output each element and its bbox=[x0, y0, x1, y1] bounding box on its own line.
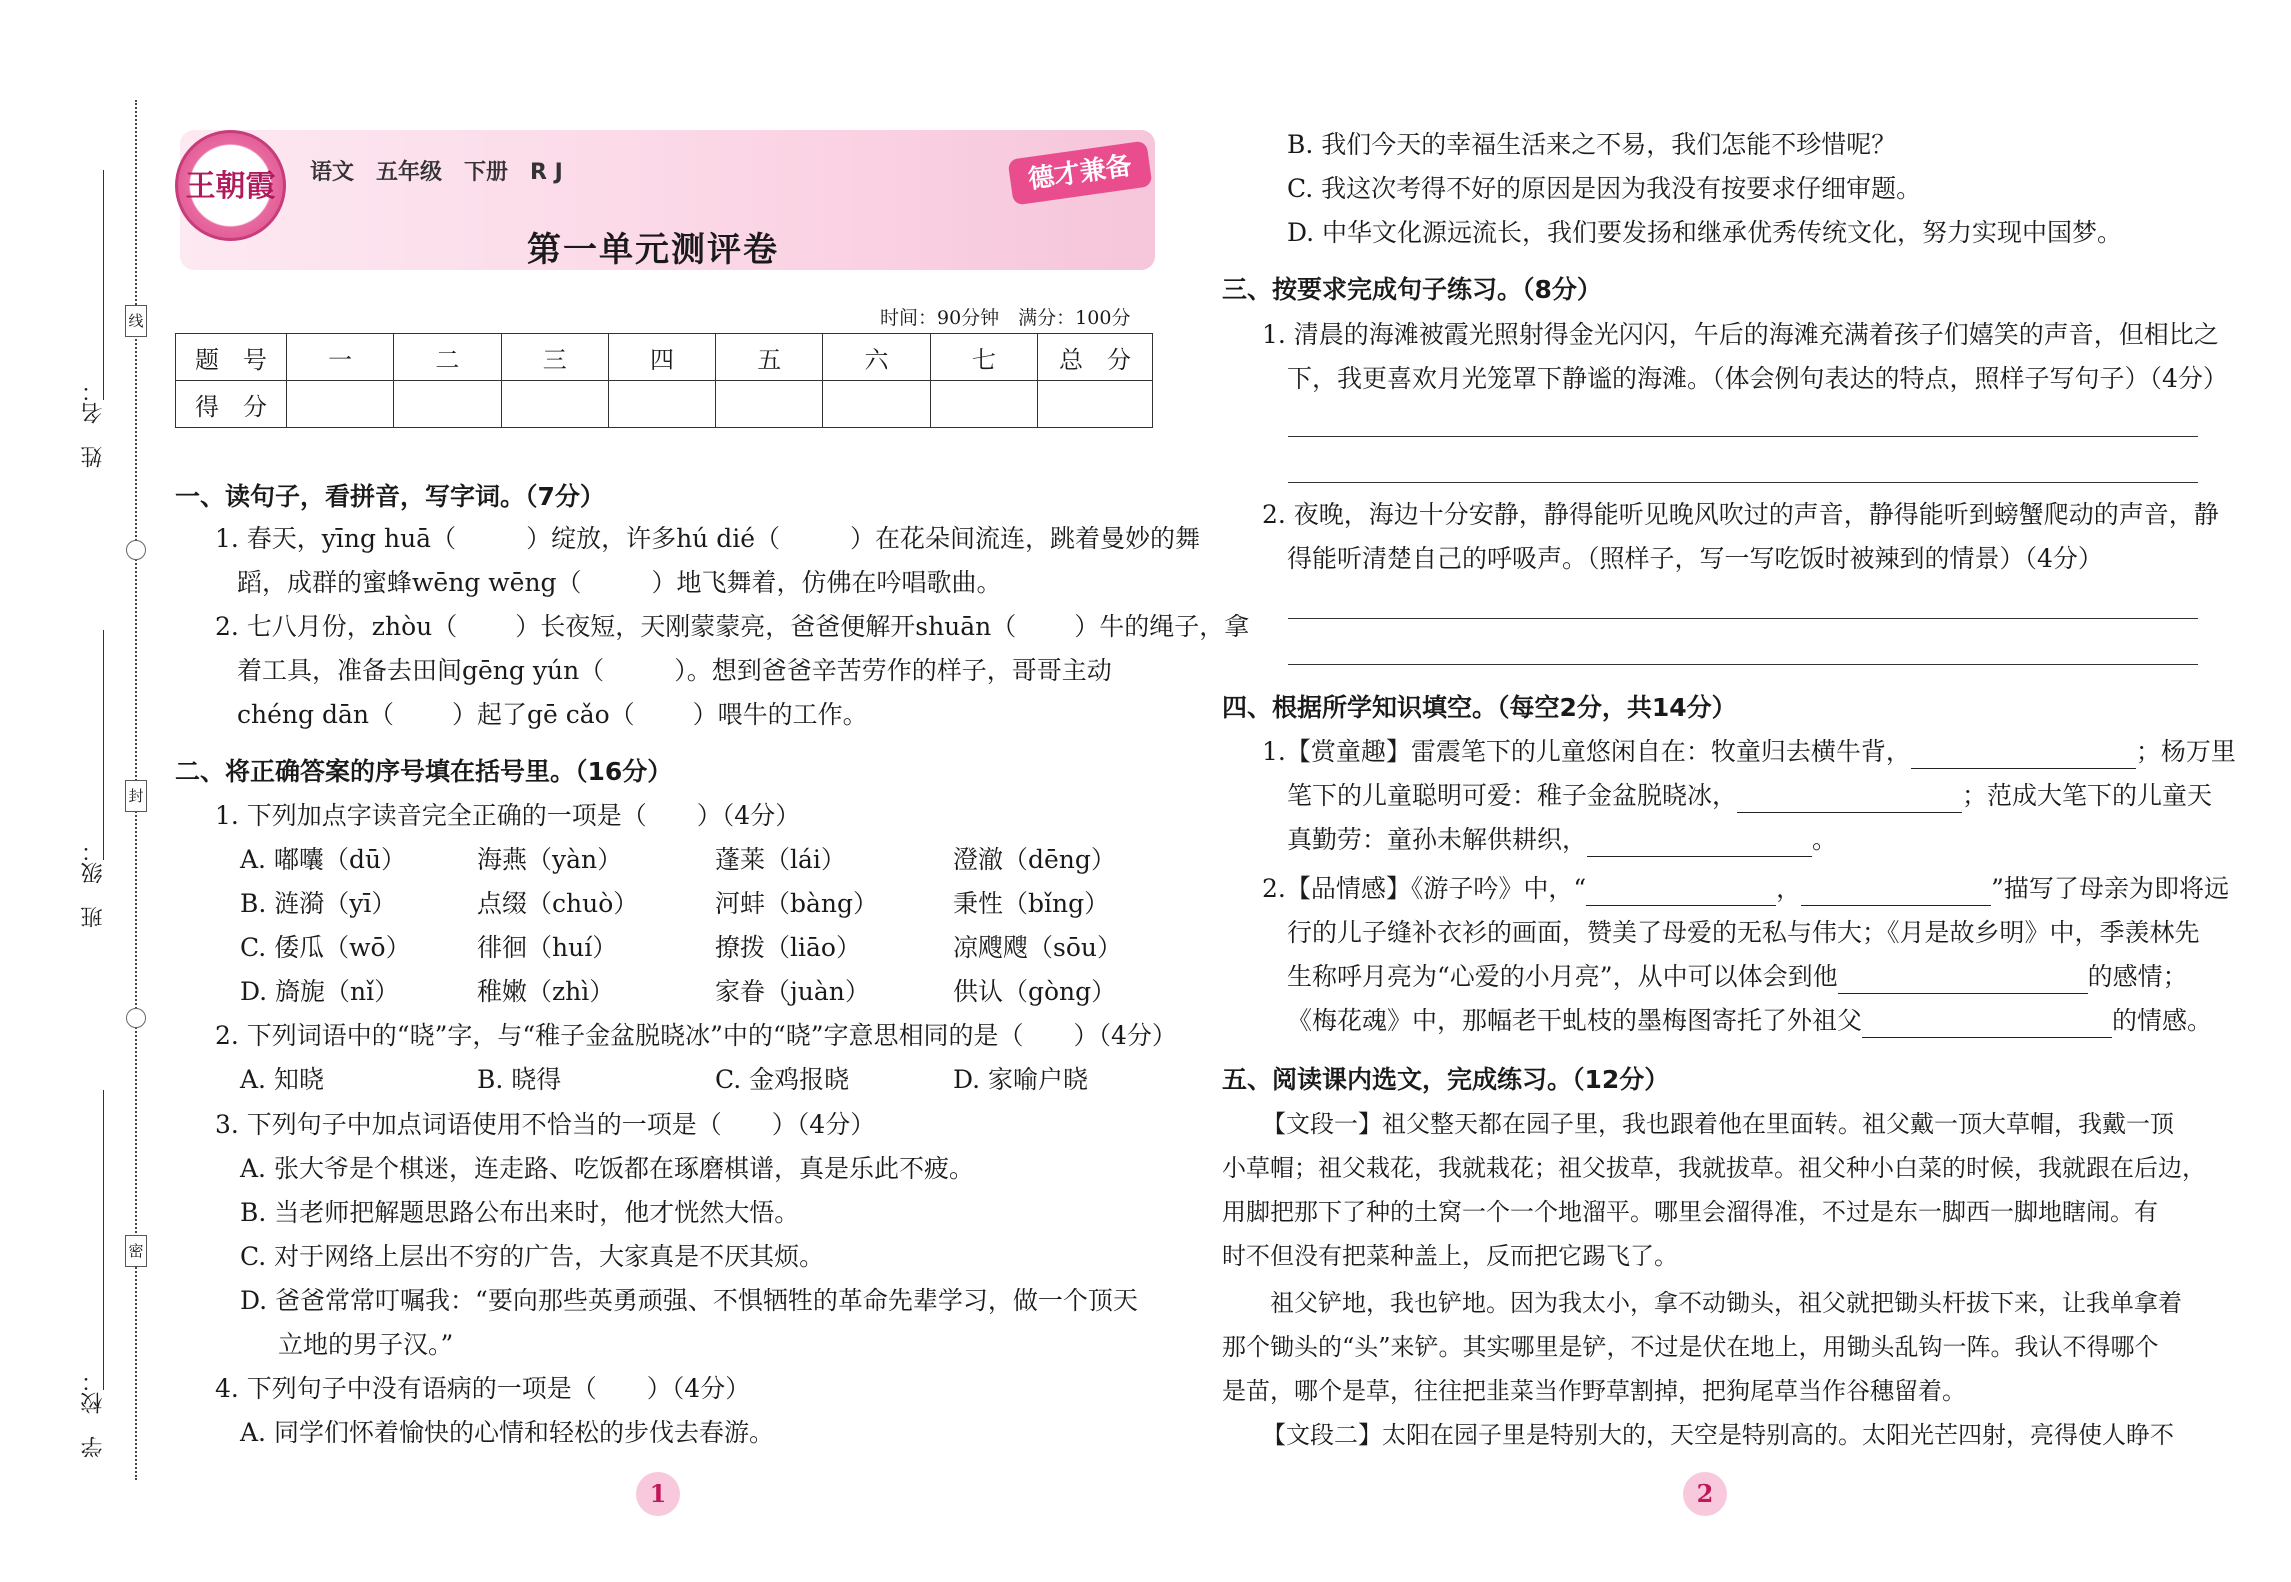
passage-1-line: 用脚把那下了种的土窝一个一个地溜平。哪里会溜得准，不过是东一脚西一脚地瞎闹。有 bbox=[1222, 1198, 2158, 1226]
s2-q2-opt-c[interactable]: C. 金鸡报晓 bbox=[715, 1065, 850, 1094]
s3-q2-line2: 得能听清楚自己的呼吸声。（照样子，写一写吃饭时被辣到的情景）（4分） bbox=[1287, 544, 2103, 573]
s2-q4-opt-b[interactable]: B. 我们今天的幸福生活来之不易，我们怎能不珍惜呢？ bbox=[1287, 130, 1897, 159]
header-meta: 语文 五年级 下册 R J bbox=[310, 160, 563, 185]
page-number-2: 2 bbox=[1683, 1472, 1727, 1516]
s1-q2-line2: 着工具，准备去田间gēng yún（ ）。想到爸爸辛苦劳作的样子，哥哥主动 bbox=[237, 656, 1112, 685]
table-cell: 七 bbox=[930, 334, 1037, 381]
section-5-title: 五、阅读课内选文，完成练习。（12分） bbox=[1222, 1065, 1670, 1094]
section-1-title: 一、读句子，看拼音，写字词。（7分） bbox=[175, 482, 605, 511]
s2-q2-opt-a[interactable]: A. 知晓 bbox=[240, 1065, 324, 1094]
brand-name: 王朝霞 bbox=[185, 169, 276, 204]
s3-q1-line2: 下，我更喜欢月光笼罩下静谧的海滩。（体会例句表达的特点，照样子写句子）（4分） bbox=[1287, 364, 2228, 393]
name-write-line bbox=[103, 170, 104, 400]
s4-q1-line2: 笔下的儿童聪明可爱：稚子金盆脱晓冰， ；范成大笔下的儿童天 bbox=[1287, 779, 2212, 813]
brand-logo bbox=[175, 130, 286, 241]
s1-q1-line2: 蹈，成群的蜜蜂wēng wēng（ ）地飞舞着，仿佛在吟唱歌曲。 bbox=[237, 568, 1002, 597]
s2-q1-opt-d[interactable]: D. 旖旎（nǐ） bbox=[240, 977, 400, 1006]
s2-q2-opt-b[interactable]: B. 晓得 bbox=[477, 1065, 562, 1094]
table-row bbox=[176, 334, 1153, 381]
table-row bbox=[176, 381, 1153, 428]
answer-line[interactable] bbox=[1288, 436, 2198, 437]
name-field-label: 姓 名： bbox=[81, 380, 106, 468]
answer-line[interactable] bbox=[1288, 664, 2198, 665]
answer-line[interactable] bbox=[1288, 618, 2198, 619]
s1-q2-line3: chéng dān（ ）起了gē cǎo（ ）喂牛的工作。 bbox=[237, 700, 868, 729]
s2-q1-opt-a[interactable]: A. 嘟囔（dū） bbox=[240, 845, 407, 874]
passage-1-line: 【文段一】祖父整天都在园子里，我也跟着他在里面转。祖父戴一顶大草帽，我戴一顶 bbox=[1262, 1110, 2174, 1138]
section-4-title: 四、根据所学知识填空。（每空2分，共14分） bbox=[1222, 693, 1737, 722]
school-field-label: 学 校： bbox=[81, 1370, 106, 1458]
score-input-cell[interactable] bbox=[608, 381, 715, 428]
s2-q1-opt-c: 徘徊（huí） bbox=[477, 933, 618, 962]
s2-q1-opt-a: 海燕（yàn） bbox=[477, 845, 623, 874]
s2-q1-opt-c[interactable]: C. 倭瓜（wō） bbox=[240, 933, 411, 962]
s3-q2-line1: 2. 夜晚，海边十分安静，静得能听见晚风吹过的声音，静得能听到螃蟹爬动的声音，静 bbox=[1262, 500, 2219, 529]
answer-blank[interactable] bbox=[1586, 879, 1776, 906]
score-input-cell[interactable] bbox=[716, 381, 823, 428]
answer-blank[interactable] bbox=[1801, 879, 1991, 906]
table-cell: 三 bbox=[501, 334, 608, 381]
s2-q3-opt-c[interactable]: C. 对于网络上层出不穷的广告，大家真是不厌其烦。 bbox=[240, 1242, 825, 1271]
s4-q2-line2: 行的儿子缝补衣衫的画面，赞美了母爱的无私与伟大；《月是故乡明》中，季羡林先 bbox=[1287, 918, 2200, 947]
s2-q1-opt-b: 秉性（bǐng） bbox=[953, 889, 1110, 918]
s4-q2-line1: 2.【品情感】《游子吟》中，“ ， ”描写了母亲为即将远 bbox=[1262, 872, 2229, 906]
s1-q1-line1: 1. 春天，yīng huā（ ）绽放，许多hú dié（ ）在花朵间流连，跳着曼妙的舞 bbox=[215, 524, 1201, 553]
s2-q1-opt-b: 点缀（chuò） bbox=[477, 889, 639, 918]
score-input-cell[interactable] bbox=[930, 381, 1037, 428]
time-info: 时间：90分钟 满分：100分 bbox=[880, 307, 1131, 329]
answer-blank[interactable] bbox=[1838, 967, 2088, 994]
s3-q1-line1: 1. 清晨的海滩被霞光照射得金光闪闪，午后的海滩充满着孩子们嬉笑的声音，但相比之 bbox=[1262, 320, 2219, 349]
score-input-cell[interactable] bbox=[287, 381, 394, 428]
section-2-title: 二、将正确答案的序号填在括号里。（16分） bbox=[175, 757, 673, 786]
class-field-label: 班 级： bbox=[81, 840, 106, 928]
table-cell: 四 bbox=[608, 334, 715, 381]
school-write-line bbox=[103, 1090, 104, 1390]
s4-q2-line4: 《梅花魂》中，那幅老干虬枝的墨梅图寄托了外祖父 的情感。 bbox=[1287, 1004, 2212, 1038]
s2-q4-opt-c[interactable]: C. 我这次考得不好的原因是因为我没有按要求仔细审题。 bbox=[1287, 174, 1922, 203]
s2-q4-opt-d[interactable]: D. 中华文化源远流长，我们要发扬和继承优秀传统文化，努力实现中国梦。 bbox=[1287, 218, 2123, 247]
s2-q1-opt-c: 撩拨（liāo） bbox=[715, 933, 861, 962]
s2-q3-opt-d[interactable]: D. 爸爸常常叮嘱我：“要向那些英勇顽强、不惧牺牲的革命先辈学习，做一个顶天 bbox=[240, 1286, 1138, 1315]
s2-q2-opt-d[interactable]: D. 家喻户晓 bbox=[953, 1065, 1089, 1094]
s4-q1-line1: 1.【赏童趣】雷震笔下的儿童悠闲自在：牧童归去横牛背， ；杨万里 bbox=[1262, 735, 2236, 769]
s2-q1-opt-d: 供认（gòng） bbox=[953, 977, 1117, 1006]
class-write-line bbox=[103, 630, 104, 860]
binding-hole bbox=[126, 1008, 146, 1028]
s2-q3-opt-d-cont: 立地的男子汉。” bbox=[278, 1330, 454, 1359]
answer-blank[interactable] bbox=[1911, 742, 2136, 769]
table-cell: 五 bbox=[716, 334, 823, 381]
s2-q4-stem: 4. 下列句子中没有语病的一项是（ ）（4分） bbox=[215, 1374, 751, 1403]
s2-q1-stem: 1. 下列加点字读音完全正确的一项是（ ）（4分） bbox=[215, 801, 801, 830]
s2-q1-opt-d: 稚嫩（zhì） bbox=[477, 977, 615, 1006]
s2-q2-stem: 2. 下列词语中的“晓”字，与“稚子金盆脱晓冰”中的“晓”字意思相同的是（ ）（4分） bbox=[215, 1021, 1177, 1050]
score-input-cell[interactable] bbox=[823, 381, 930, 428]
passage-1-line: 时不但没有把菜种盖上，反而把它踢飞了。 bbox=[1222, 1242, 1678, 1270]
passage-2-line: 那个锄头的“头”来铲。其实哪里是铲，不过是伏在地上，用锄头乱钩一阵。我认不得哪个 bbox=[1222, 1333, 2159, 1361]
s2-q1-opt-a: 澄澈（dēng） bbox=[953, 845, 1116, 874]
s4-q1-line3: 真勤劳：童孙未解供耕织， 。 bbox=[1287, 823, 1837, 857]
s2-q1-opt-b[interactable]: B. 涟漪（yī） bbox=[240, 889, 397, 918]
s2-q3-opt-a[interactable]: A. 张大爷是个棋迷，连走路、吃饭都在琢磨棋谱，真是乐此不疲。 bbox=[240, 1154, 974, 1183]
s2-q3-opt-b[interactable]: B. 当老师把解题思路公布出来时，他才恍然大悟。 bbox=[240, 1198, 800, 1227]
cut-mark-seal: 封 bbox=[125, 780, 147, 812]
table-cell: 一 bbox=[287, 334, 394, 381]
table-cell: 题 号 bbox=[176, 334, 287, 381]
page-number-1: 1 bbox=[636, 1472, 680, 1516]
section-3-title: 三、按要求完成句子练习。（8分） bbox=[1222, 275, 1602, 304]
badge-decoration: 德才兼备 bbox=[1007, 140, 1152, 205]
cut-mark-line: 线 bbox=[125, 305, 147, 337]
table-cell: 总 分 bbox=[1038, 334, 1153, 381]
s4-q2-line3: 生称呼月亮为“心爱的小月亮”，从中可以体会到他 的感情； bbox=[1287, 960, 2188, 994]
answer-blank[interactable] bbox=[1862, 1011, 2112, 1038]
table-cell: 得 分 bbox=[176, 381, 287, 428]
table-cell: 二 bbox=[394, 334, 501, 381]
passage-2-line: 祖父铲地，我也铲地。因为我太小，拿不动锄头，祖父就把锄头杆拔下来，让我单拿着 bbox=[1270, 1289, 2182, 1317]
answer-line[interactable] bbox=[1288, 482, 2198, 483]
score-input-cell[interactable] bbox=[394, 381, 501, 428]
s1-q2-line1: 2. 七八月份，zhòu（ ）长夜短，天刚蒙蒙亮，爸爸便解开shuān（ ）牛的绳子，拿 bbox=[215, 612, 1250, 641]
answer-blank[interactable] bbox=[1587, 830, 1812, 857]
s2-q1-opt-c: 凉飕飕（sōu） bbox=[953, 933, 1122, 962]
s2-q3-stem: 3. 下列句子中加点词语使用不恰当的一项是（ ）（4分） bbox=[215, 1110, 876, 1139]
s2-q1-opt-a: 蓬莱（lái） bbox=[715, 845, 846, 874]
passage-1-line: 小草帽；祖父栽花，我就栽花；祖父拔草，我就拔草。祖父种小白菜的时候，我就跟在后边， bbox=[1222, 1154, 2206, 1182]
s2-q4-opt-a[interactable]: A. 同学们怀着愉快的心情和轻松的步伐去春游。 bbox=[240, 1418, 774, 1447]
table-cell: 六 bbox=[823, 334, 930, 381]
score-input-cell[interactable] bbox=[501, 381, 608, 428]
page-title: 第一单元测评卷 bbox=[527, 230, 779, 270]
passage-2-line: 是苗，哪个是草，往往把韭菜当作野草割掉，把狗尾草当作谷穗留着。 bbox=[1222, 1377, 1966, 1405]
s2-q1-opt-d: 家眷（juàn） bbox=[715, 977, 870, 1006]
s2-q1-opt-b: 河蚌（bàng） bbox=[715, 889, 879, 918]
answer-blank[interactable] bbox=[1737, 786, 1962, 813]
score-input-cell[interactable] bbox=[1038, 381, 1153, 428]
binding-hole bbox=[126, 540, 146, 560]
cut-mark-dense: 密 bbox=[125, 1235, 147, 1267]
score-table bbox=[175, 333, 1153, 428]
passage-3-line: 【文段二】太阳在园子里是特别大的，天空是特别高的。太阳光芒四射，亮得使人睁不 bbox=[1262, 1421, 2174, 1449]
